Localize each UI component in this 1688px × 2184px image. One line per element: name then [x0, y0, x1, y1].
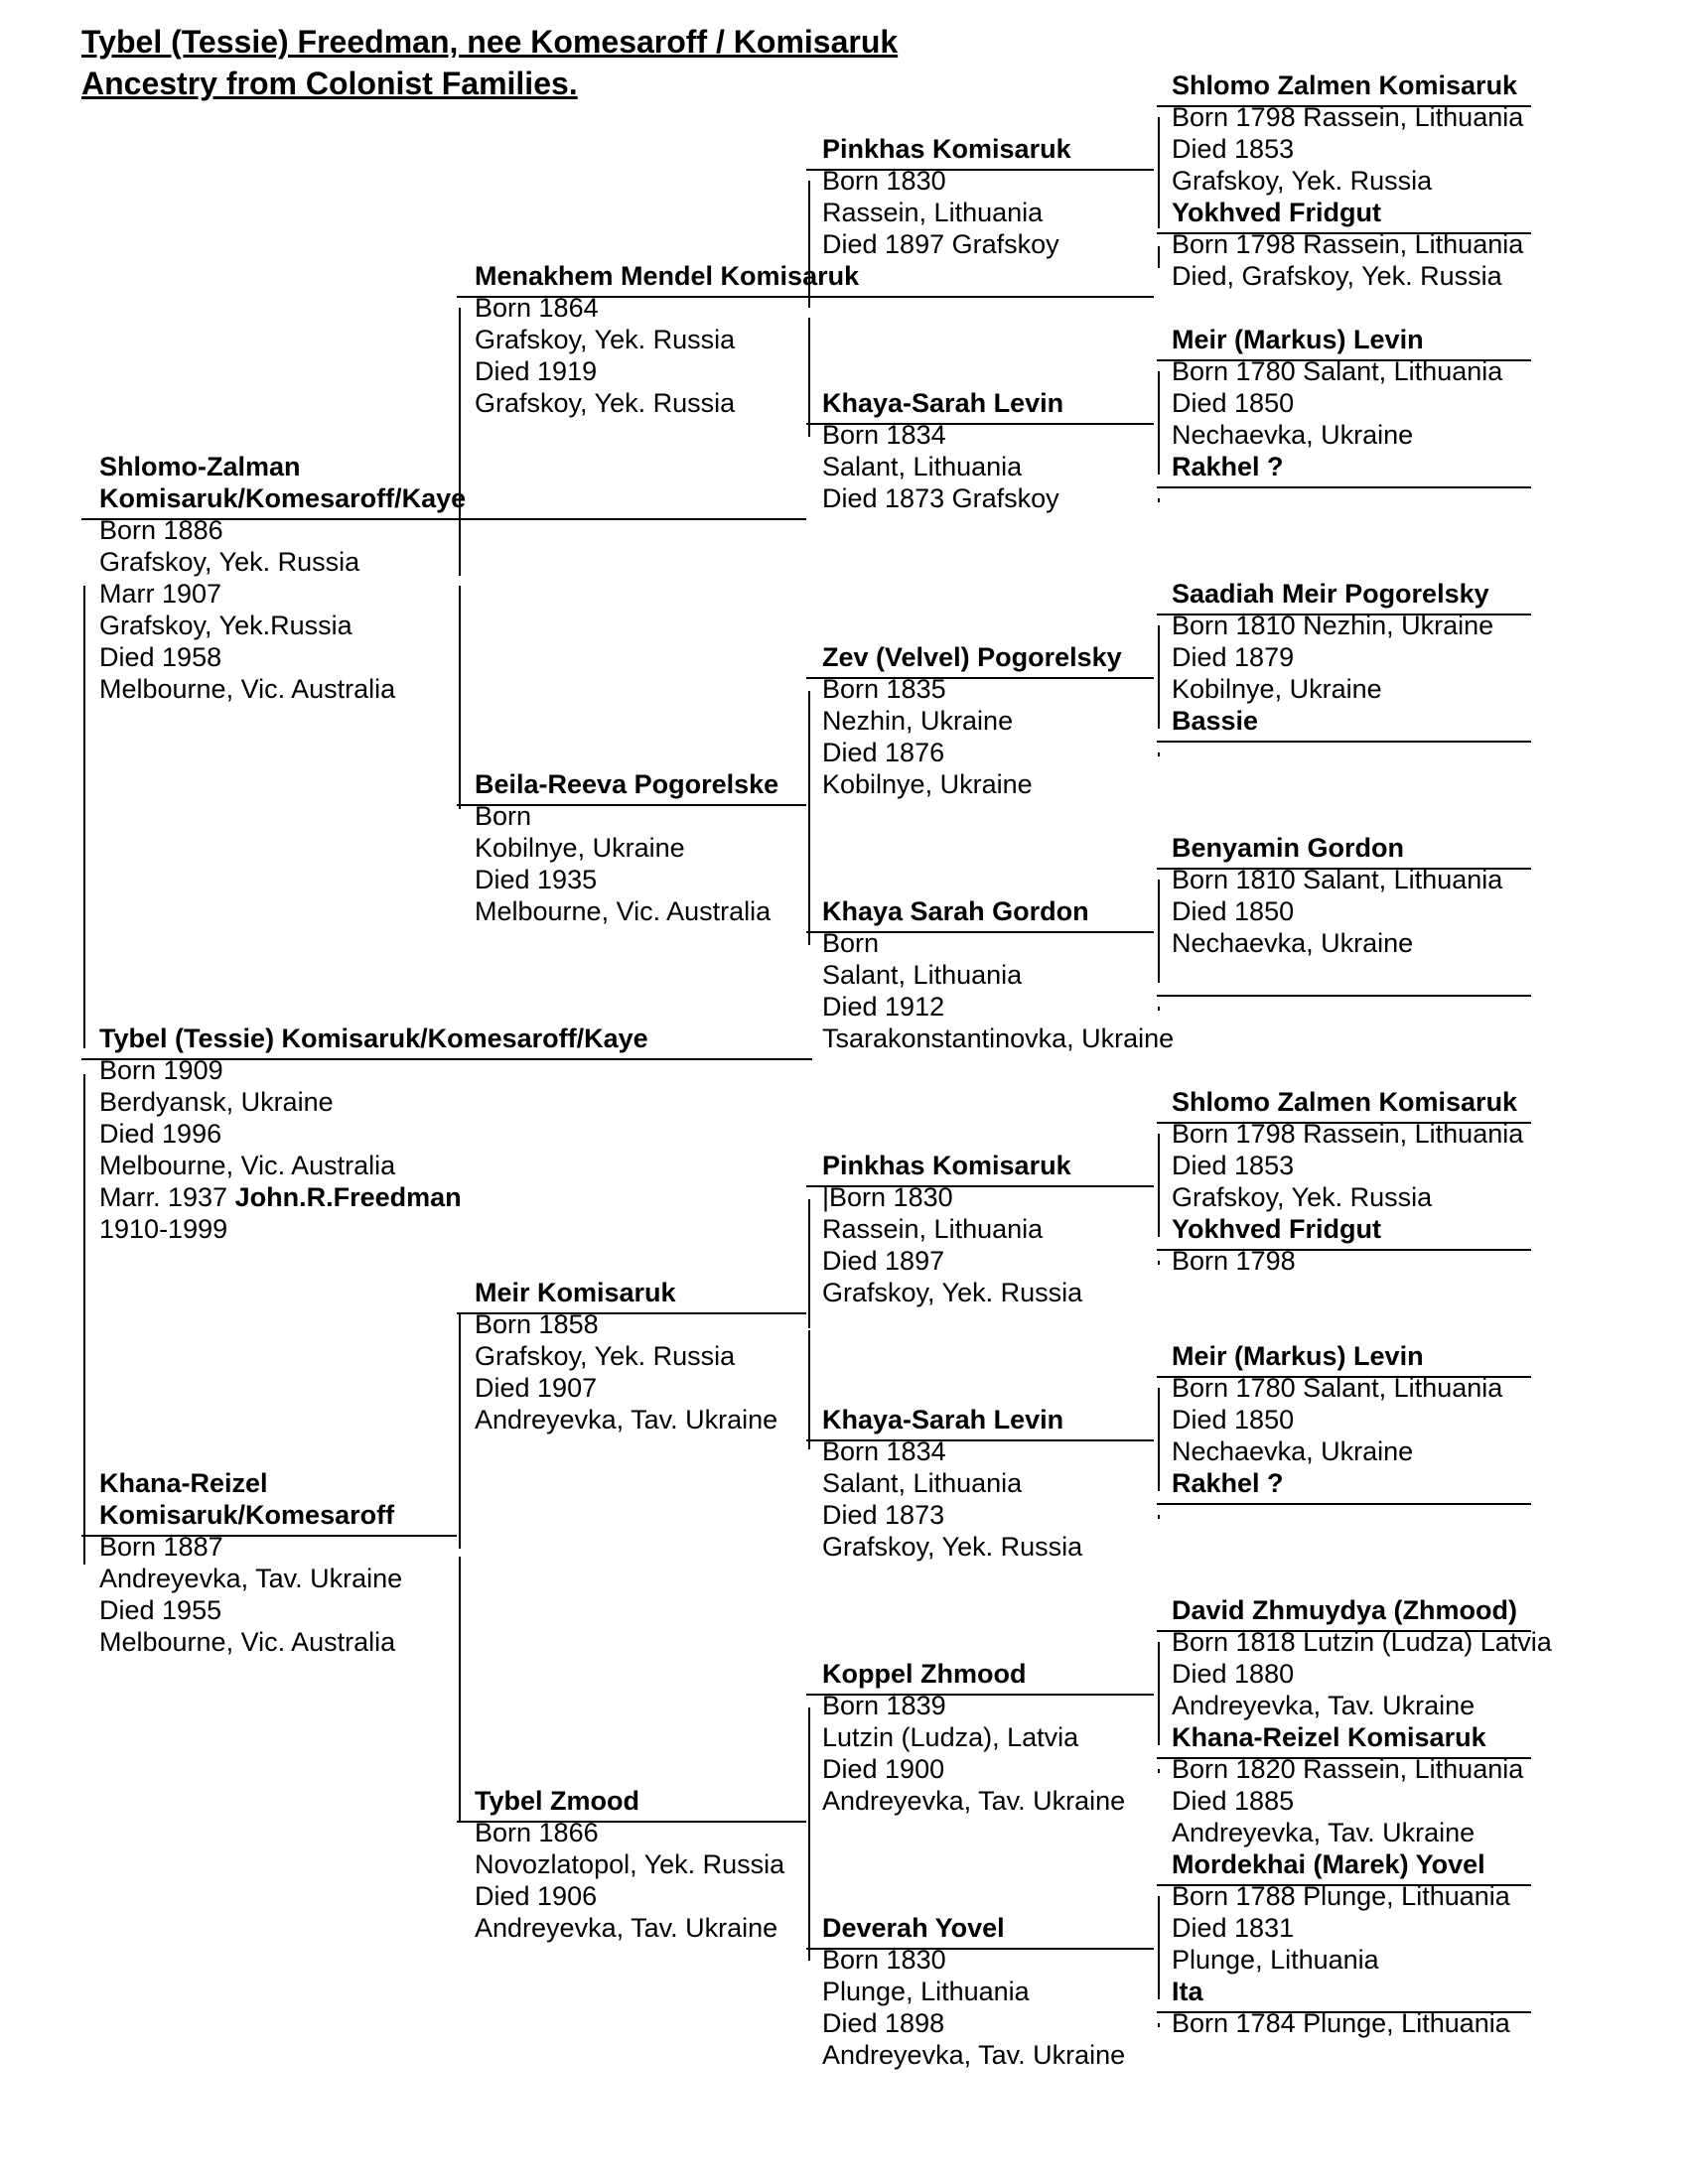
- person-detail: Died 1898: [822, 2008, 945, 2038]
- person-deverah-yovel: [822, 1912, 1125, 2071]
- person-tybel-tessie: [99, 1023, 648, 1245]
- person-detail: Grafskoy, Yek. Russia: [1172, 1182, 1433, 1212]
- person-name: Shlomo Zalmen Komisaruk: [1172, 1087, 1518, 1117]
- name-underline: [806, 1694, 1154, 1696]
- connector-vertical-line: [1158, 625, 1160, 729]
- person-detail: Died 1958: [99, 642, 222, 672]
- person-detail: Salant, Lithuania: [822, 960, 1023, 990]
- person-name: Khana-Reizel Komisaruk: [1172, 1722, 1486, 1752]
- person-shlomo-zalmen-2: [1172, 1086, 1523, 1213]
- connector-vertical-line: [459, 1312, 461, 1549]
- connector-vertical-line: [808, 824, 810, 945]
- person-shlomo-zalmen-1: [1172, 69, 1523, 197]
- person-detail: Born 1858: [475, 1309, 599, 1339]
- person-detail: 1910-1999: [99, 1214, 228, 1244]
- connector-vertical-line: [808, 1837, 810, 1961]
- person-name: Tybel Zmood: [475, 1786, 639, 1816]
- name-underline: [457, 296, 1154, 298]
- person-detail: Born 1830: [822, 1945, 946, 1975]
- person-detail: Berdyansk, Ukraine: [99, 1087, 334, 1117]
- person-detail: Grafskoy, Yek. Russia: [99, 547, 360, 577]
- connector-vertical-line: [1158, 371, 1160, 475]
- person-name: Yokhved Fridgut: [1172, 1214, 1382, 1244]
- person-detail: Grafskoy, Yek. Russia: [1172, 166, 1433, 196]
- person-detail: Died 1885: [1172, 1786, 1295, 1816]
- person-name: Benyamin Gordon: [1172, 833, 1405, 863]
- person-khana-reizel: [99, 1467, 402, 1658]
- person-name: Deverah Yovel: [822, 1913, 1005, 1943]
- person-mordekhai-yovel: [1172, 1848, 1510, 1976]
- person-detail: Melbourne, Vic. Australia: [99, 1627, 396, 1657]
- person-detail: Lutzin (Ludza), Latvia: [822, 1722, 1079, 1752]
- person-rakhel-1: [1172, 451, 1284, 482]
- connector-vertical-line: [1158, 752, 1160, 756]
- person-name: Shlomo-Zalman: [99, 452, 301, 481]
- person-detail: Melbourne, Vic. Australia: [99, 674, 396, 704]
- name-underline: [81, 518, 806, 520]
- person-detail: Andreyevka, Tav. Ukraine: [822, 2040, 1126, 2070]
- name-underline: [1157, 1884, 1531, 1886]
- connector-vertical-line: [1158, 2023, 1160, 2027]
- connector-vertical-line: [1158, 1261, 1160, 1265]
- person-name: Meir (Markus) Levin: [1172, 325, 1424, 354]
- person-beila-reeva: [475, 768, 778, 927]
- person-detail: Born 1784 Plunge, Lithuania: [1172, 2008, 1510, 2038]
- name-underline: [1157, 868, 1531, 870]
- person-detail: Kobilnye, Ukraine: [1172, 674, 1382, 704]
- person-name: Khaya Sarah Gordon: [822, 896, 1089, 926]
- page-subtitle: Ancestry from Colonist Families.: [81, 66, 578, 101]
- marriage-label: Marr. 1937: [99, 1182, 228, 1212]
- person-detail: Tsarakonstantinovka, Ukraine: [822, 1024, 1175, 1053]
- person-name: Shlomo Zalmen Komisaruk: [1172, 70, 1518, 100]
- person-detail: Melbourne, Vic. Australia: [99, 1151, 396, 1180]
- connector-vertical-line: [808, 691, 810, 824]
- person-detail: Andreyevka, Tav. Ukraine: [99, 1564, 403, 1593]
- person-khana-reizel-komisaruk: [1172, 1721, 1523, 1848]
- person-detail: Andreyevka, Tav. Ukraine: [475, 1405, 778, 1434]
- name-underline: [806, 931, 1154, 933]
- person-detail: Nechaevka, Ukraine: [1172, 1436, 1414, 1466]
- connector-vertical-line: [808, 1707, 810, 1837]
- person-detail: Born 1798 Rassein, Lithuania: [1172, 1119, 1524, 1149]
- person-detail: Died 1876: [822, 738, 945, 767]
- person-khaya-sarah-levin-2: [822, 1404, 1082, 1563]
- person-detail: |Born 1830: [822, 1182, 953, 1212]
- connector-vertical-line: [1158, 498, 1160, 502]
- person-detail: Andreyevka, Tav. Ukraine: [1172, 1691, 1476, 1720]
- name-underline: [81, 1535, 457, 1537]
- name-underline: [1157, 1249, 1531, 1251]
- person-detail: Born 1798 Rassein, Lithuania: [1172, 229, 1524, 259]
- person-detail: Marr 1907: [99, 579, 222, 609]
- person-tybel-zmood: [475, 1785, 784, 1944]
- person-detail: Died 1955: [99, 1595, 222, 1625]
- person-detail: Andreyevka, Tav. Ukraine: [822, 1786, 1126, 1816]
- name-underline: [1157, 1122, 1531, 1124]
- person-detail: Nechaevka, Ukraine: [1172, 928, 1414, 958]
- person-detail: Born 1835: [822, 674, 946, 704]
- person-detail: Born 1886: [99, 515, 223, 545]
- person-detail: Died 1873 Grafskoy: [822, 483, 1059, 513]
- connector-vertical-line: [83, 586, 85, 1048]
- name-underline: [1157, 614, 1531, 615]
- person-detail: Born 1909: [99, 1055, 223, 1085]
- name-underline: [457, 1821, 806, 1823]
- person-detail: Died 1850: [1172, 896, 1295, 926]
- person-detail: Died 1853: [1172, 1151, 1295, 1180]
- person-detail: Grafskoy, Yek. Russia: [822, 1278, 1083, 1307]
- person-detail: Born 1834: [822, 1436, 946, 1466]
- person-menakhem-mendel: [475, 260, 859, 419]
- person-detail: Died 1831: [1172, 1913, 1295, 1943]
- person-name: Pinkhas Komisaruk: [822, 1151, 1071, 1180]
- spouse-name: John.R.Freedman: [234, 1182, 462, 1212]
- person-detail: Melbourne, Vic. Australia: [475, 896, 772, 926]
- person-detail: Born 1864: [475, 293, 599, 323]
- person-detail: Grafskoy, Yek. Russia: [822, 1532, 1083, 1562]
- connector-vertical-line: [1158, 1896, 1160, 1999]
- person-pinkhas-2: [822, 1150, 1082, 1308]
- person-khaya-sarah-gordon: [822, 895, 1174, 1054]
- person-detail: Andreyevka, Tav. Ukraine: [475, 1913, 778, 1943]
- person-detail: Plunge, Lithuania: [1172, 1945, 1379, 1975]
- person-name: Tybel (Tessie) Komisaruk/Komesaroff/Kaye: [99, 1024, 648, 1053]
- person-name: Zev (Velvel) Pogorelsky: [822, 642, 1122, 672]
- connector-vertical-line: [1158, 1769, 1160, 1773]
- person-detail: Nechaevka, Ukraine: [1172, 420, 1414, 450]
- person-meir-levin-1: [1172, 324, 1502, 451]
- connector-vertical-line: [1158, 1388, 1160, 1491]
- person-pinkhas-1: [822, 133, 1071, 260]
- person-detail: Died 1935: [475, 865, 598, 894]
- person-detail: Died 1897: [822, 1246, 945, 1276]
- person-detail: Died 1879: [1172, 642, 1295, 672]
- name-underline: [806, 1185, 1154, 1187]
- person-shlomo-zalman: [99, 451, 466, 705]
- person-name: Rakhel ?: [1172, 452, 1284, 481]
- person-detail: Born 1798 Rassein, Lithuania: [1172, 102, 1524, 132]
- person-detail: Born 1830: [822, 166, 946, 196]
- person-name: Bassie: [1172, 706, 1259, 736]
- person-detail: Born 1887: [99, 1532, 223, 1562]
- name-underline: [1157, 359, 1531, 361]
- person-detail: Born 1820 Rassein, Lithuania: [1172, 1754, 1524, 1784]
- person-meir-komisaruk: [475, 1277, 777, 1435]
- page-title: Tybel (Tessie) Freedman, nee Komesaroff / Komisaruk: [81, 24, 899, 60]
- person-rakhel-2: [1172, 1467, 1284, 1499]
- person-name: Khana-Reizel: [99, 1468, 268, 1498]
- person-detail: Born: [822, 928, 880, 958]
- person-detail: Died 1912: [822, 992, 945, 1022]
- person-ita: [1172, 1976, 1510, 2039]
- connector-vertical-line: [1158, 1515, 1160, 1519]
- person-detail: Rassein, Lithuania: [822, 198, 1044, 227]
- person-name: Ita: [1172, 1977, 1203, 2006]
- name-underline: [1157, 741, 1531, 743]
- connector-vertical-line: [83, 1074, 85, 1565]
- person-meir-levin-2: [1172, 1340, 1502, 1467]
- name-underline: [1157, 1376, 1531, 1378]
- person-detail: Born 1866: [475, 1818, 599, 1847]
- person-name: Mordekhai (Marek) Yovel: [1172, 1849, 1485, 1879]
- person-detail: Died 1880: [1172, 1659, 1295, 1689]
- person-detail: Nezhin, Ukraine: [822, 706, 1014, 736]
- person-name: Beila-Reeva Pogorelske: [475, 769, 779, 799]
- name-underline: [806, 1439, 1154, 1441]
- person-detail: Died, Grafskoy, Yek. Russia: [1172, 261, 1502, 291]
- connector-vertical-line: [1158, 1134, 1160, 1237]
- name-underline: [1157, 232, 1531, 234]
- person-bassie: [1172, 705, 1258, 737]
- person-name: Saadiah Meir Pogorelsky: [1172, 579, 1489, 609]
- person-name: Yokhved Fridgut: [1172, 198, 1382, 227]
- person-detail: Novozlatopol, Yek. Russia: [475, 1849, 785, 1879]
- name-underline: [1157, 1757, 1531, 1759]
- name-underline: [1157, 105, 1531, 107]
- person-detail: Died 1897 Grafskoy: [822, 229, 1059, 259]
- person-name: Khaya-Sarah Levin: [822, 388, 1064, 418]
- person-detail: [99, 1181, 648, 1213]
- name-underline: [1157, 1503, 1531, 1505]
- person-detail: Died 1873: [822, 1500, 945, 1530]
- person-name: Menakhem Mendel Komisaruk: [475, 261, 860, 291]
- person-detail: Grafskoy, Yek. Russia: [475, 1341, 736, 1371]
- connector-vertical-line: [808, 1330, 810, 1449]
- person-david-zhmuydya: [1172, 1594, 1552, 1721]
- person-name: Meir Komisaruk: [475, 1278, 676, 1307]
- person-detail: Grafskoy, Yek.Russia: [99, 611, 352, 640]
- person-detail: Born 1780 Salant, Lithuania: [1172, 1373, 1503, 1403]
- person-name: Pinkhas Komisaruk: [822, 134, 1071, 164]
- person-detail: Died 1853: [1172, 134, 1295, 164]
- name-underline: [81, 1058, 812, 1060]
- person-detail: Grafskoy, Yek. Russia: [475, 388, 736, 418]
- person-name: Komisaruk/Komesaroff/Kaye: [99, 483, 467, 513]
- person-detail: Died 1996: [99, 1119, 222, 1149]
- person-detail: Born: [475, 801, 532, 831]
- name-underline: [806, 677, 1154, 679]
- person-name: Komisaruk/Komesaroff: [99, 1500, 395, 1530]
- person-yokhved-2: [1172, 1213, 1381, 1277]
- connector-vertical-line: [459, 1557, 461, 1822]
- connector-vertical-line: [808, 1199, 810, 1328]
- name-underline: [457, 804, 806, 806]
- person-detail: Born 1788 Plunge, Lithuania: [1172, 1881, 1510, 1911]
- person-name: David Zhmuydya (Zhmood): [1172, 1595, 1518, 1625]
- connector-vertical-line: [1158, 117, 1160, 228]
- person-detail: Born 1780 Salant, Lithuania: [1172, 356, 1503, 386]
- person-detail: Andreyevka, Tav. Ukraine: [1172, 1818, 1476, 1847]
- person-detail: Plunge, Lithuania: [822, 1977, 1030, 2006]
- person-detail: Died 1850: [1172, 1405, 1295, 1434]
- person-detail: Salant, Lithuania: [822, 1468, 1023, 1498]
- person-benyamin-gordon: [1172, 832, 1502, 959]
- name-underline: [806, 1948, 1154, 1950]
- person-detail: Born 1818 Lutzin (Ludza) Latvia: [1172, 1627, 1552, 1657]
- person-zev-pogorelsky: [822, 641, 1122, 800]
- person-koppel-zhmood: [822, 1658, 1125, 1817]
- person-detail: Born 1798: [1172, 1246, 1296, 1276]
- connector-vertical-line: [1158, 1642, 1160, 1745]
- person-name: Koppel Zhmood: [822, 1659, 1027, 1689]
- person-detail: Died 1919: [475, 356, 598, 386]
- name-underline: [806, 169, 1154, 171]
- name-underline: [806, 423, 1154, 425]
- person-khaya-sarah-levin-1: [822, 387, 1063, 514]
- person-detail: Died 1907: [475, 1373, 598, 1403]
- person-detail: Kobilnye, Ukraine: [475, 833, 685, 863]
- connector-vertical-line: [1158, 246, 1160, 268]
- name-underline: [1157, 1630, 1531, 1632]
- name-underline: [1157, 2011, 1531, 2013]
- name-underline: [457, 1312, 806, 1314]
- name-underline: [1157, 995, 1531, 997]
- person-detail: Born 1810 Nezhin, Ukraine: [1172, 611, 1494, 640]
- person-name: Meir (Markus) Levin: [1172, 1341, 1424, 1371]
- person-detail: Kobilnye, Ukraine: [822, 769, 1033, 799]
- person-detail: Born 1810 Salant, Lithuania: [1172, 865, 1503, 894]
- person-detail: Grafskoy, Yek. Russia: [475, 325, 736, 354]
- person-yokhved-1: [1172, 197, 1523, 292]
- person-name: Khaya-Sarah Levin: [822, 1405, 1064, 1434]
- name-underline: [1157, 486, 1531, 488]
- person-detail: Born 1834: [822, 420, 946, 450]
- person-detail: Born 1839: [822, 1691, 946, 1720]
- person-detail: Died 1900: [822, 1754, 945, 1784]
- person-saadiah-meir: [1172, 578, 1493, 705]
- person-detail: Salant, Lithuania: [822, 452, 1023, 481]
- person-detail: Rassein, Lithuania: [822, 1214, 1044, 1244]
- person-detail: Died 1906: [475, 1881, 598, 1911]
- person-name: Rakhel ?: [1172, 1468, 1284, 1498]
- person-detail: Died 1850: [1172, 388, 1295, 418]
